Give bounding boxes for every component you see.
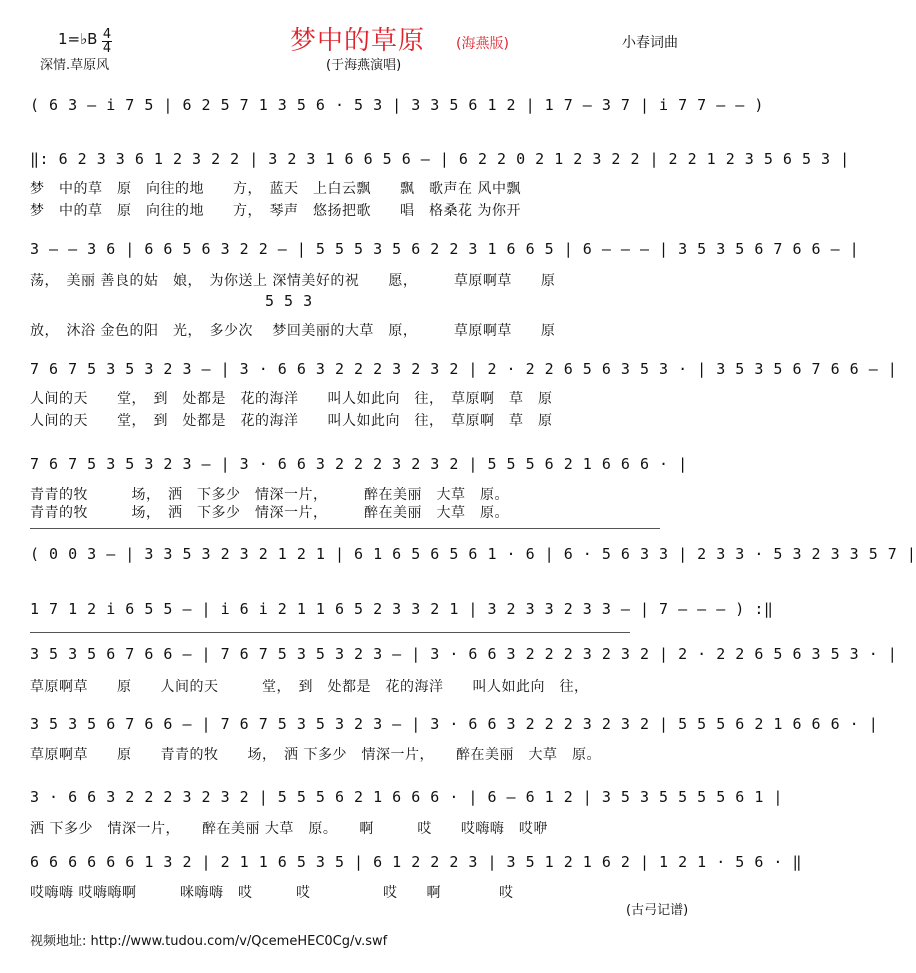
transcriber-credit: (古弓记谱) bbox=[626, 903, 689, 918]
score-notes-line: 7 6 7 5 3 5 3 2 3 – | 3 · 6 6 3 2 2 2 3 2 3 2 | 2 · 2 2 6 5 6 3 5 3 · | 3 5 3 5 6 7 6 6 – | bbox=[30, 360, 898, 378]
lyric-line: 草原啊草 原 人间的天 堂， 到 处都是 花的海洋 叫人如此向 往， bbox=[30, 679, 589, 695]
lyric-line: 哎嗨嗨 哎嗨嗨啊 咪嗨嗨 哎 哎 哎 啊 哎 bbox=[30, 885, 514, 901]
lyric-line: 梦 中的草 原 向往的地 方， 琴声 悠扬把歌 唱 格桑花 为你开 bbox=[30, 203, 521, 219]
score-notes-line: 1 7 1 2 i 6 5 5 – | i 6 i 2 1 1 6 5 2 3 3 2 1 | 3 2 3 3 2 3 3 – | 7 – – – ) :‖ bbox=[30, 600, 774, 618]
score-notes-line: ( 0 0 3 – | 3 3 5 3 2 3 2 1 2 1 | 6 1 6 5 6 5 6 1 · 6 | 6 · 5 6 3 3 | 2 3 3 · 5 3 2 3 3 5 7 | bbox=[30, 545, 916, 563]
score-notes-line: ‖: 6 2 3 3 6 1 2 3 2 2 | 3 2 3 1 6 6 5 6 – | 6 2 2 0 2 1 2 3 2 2 | 2 2 1 2 3 5 6 5 3 | bbox=[30, 150, 850, 168]
time-signature bbox=[102, 28, 112, 55]
meter-bottom: 4 bbox=[102, 41, 112, 56]
score-notes-line: 6 6 6 6 6 6 1 3 2 | 2 1 1 6 5 3 5 | 6 1 2 2 2 3 | 3 5 1 2 1 6 2 | 1 2 1 · 5 6 · ‖ bbox=[30, 853, 802, 871]
key-signature: 1=♭B bbox=[58, 30, 98, 48]
score-variant-notes: 5 5 3 bbox=[265, 292, 313, 310]
score-notes-line: 3 – – 3 6 | 6 6 5 6 3 2 2 – | 5 5 5 3 5 6 2 2 3 1 6 6 5 | 6 – – – | 3 5 3 5 6 7 6 6 – | bbox=[30, 240, 860, 258]
score-notes-line: 3 5 3 5 6 7 6 6 – | 7 6 7 5 3 5 3 2 3 – | 3 · 6 6 3 2 2 2 3 2 3 2 | 2 · 2 2 6 5 6 3 5 3 · | bbox=[30, 645, 898, 663]
lyric-line: 青青的牧 场， 洒 下多少 情深一片， 醉在美丽 大草 原。 bbox=[30, 487, 509, 503]
lyric-line: 洒 下多少 情深一片， 醉在美丽 大草 原。 啊 哎 哎嗨嗨 哎咿 bbox=[30, 821, 548, 837]
lyric-line: 草原啊草 原 青青的牧 场， 洒 下多少 情深一片， 醉在美丽 大草 原。 bbox=[30, 747, 601, 763]
score-notes-line: 3 5 3 5 6 7 6 6 – | 7 6 7 5 3 5 3 2 3 – | 3 · 6 6 3 2 2 2 3 2 3 2 | 5 5 5 6 2 1 6 6 6 · | bbox=[30, 715, 879, 733]
lyric-line: 青青的牧 场， 洒 下多少 情深一片， 醉在美丽 大草 原。 bbox=[30, 505, 509, 521]
score-notes-line: 3 · 6 6 3 2 2 2 3 2 3 2 | 5 5 5 6 2 1 6 6 6 · | 6 – 6 1 2 | 3 5 3 5 5 5 5 6 1 | bbox=[30, 788, 783, 806]
song-title: 梦中的草原 bbox=[290, 26, 426, 56]
lyric-line: 放， 沐浴 金色的阳 光， 多少次 梦回美丽的大草 原， 草原啊草 原 bbox=[30, 323, 556, 339]
lyric-line: 人间的天 堂， 到 处都是 花的海洋 叫人如此向 往， 草原啊 草 原 bbox=[30, 391, 553, 407]
video-url[interactable]: 视频地址: http://www.tudou.com/v/QcemeHEC0Cg/v.swf bbox=[30, 934, 388, 949]
lyric-line: 人间的天 堂， 到 处都是 花的海洋 叫人如此向 往， 草原啊 草 原 bbox=[30, 413, 553, 429]
meter-top: 4 bbox=[102, 27, 112, 42]
version-label: (海燕版) bbox=[456, 36, 509, 52]
lyric-line: 荡， 美丽 善良的姑 娘， 为你送上 深情美好的祝 愿， 草原啊草 原 bbox=[30, 273, 556, 289]
score-notes-line: ( 6 3 – i 7 5 | 6 2 5 7 1 3 5 6 · 5 3 | 3 3 5 6 1 2 | 1 7 – 3 7 | i 7 7 – – ) bbox=[30, 96, 764, 114]
score-notes-line: 7 6 7 5 3 5 3 2 3 – | 3 · 6 6 3 2 2 2 3 2 3 2 | 5 5 5 6 2 1 6 6 6 · | bbox=[30, 455, 688, 473]
volta-bracket bbox=[30, 632, 630, 633]
volta-bracket bbox=[30, 528, 660, 529]
lyric-line: 梦 中的草 原 向往的地 方， 蓝天 上白云飘 飘 歌声在 风中飘 bbox=[30, 181, 521, 197]
style-marking: 深情.草原风 bbox=[40, 58, 110, 73]
composer-credit: 小春词曲 bbox=[622, 35, 678, 51]
singer-credit: (于海燕演唱) bbox=[326, 58, 402, 73]
